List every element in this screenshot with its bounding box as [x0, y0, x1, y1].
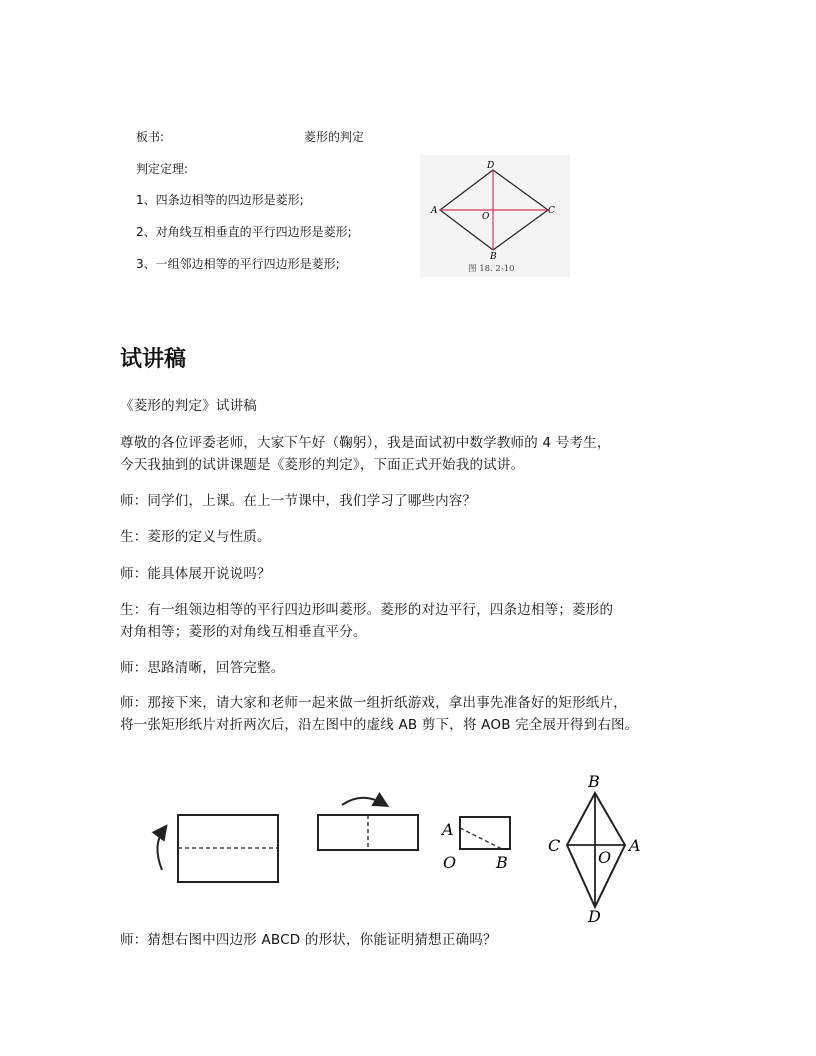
section-heading: 试讲稿 [120, 347, 187, 372]
label-d: D [588, 907, 601, 925]
label-b: B [588, 772, 600, 791]
theorem-item: 1、四条边相等的四边形是菱形; [136, 193, 304, 207]
paper-folded-twice [460, 817, 510, 849]
paragraph [120, 432, 611, 476]
label-a: A [431, 206, 438, 216]
paragraph-line: 对角相等；菱形的对角线互相垂直平分。 [120, 624, 367, 640]
label-d: D [487, 161, 495, 171]
unfolded-rhombus [567, 793, 625, 907]
paragraph: 师：思路清晰，回答完整。 [120, 660, 285, 676]
paragraph-line: 师：那接下来，请大家和老师一起来做一组折纸游戏，拿出事先准备好的矩形纸片， [120, 695, 627, 711]
fold-arrow-icon [157, 829, 164, 870]
label-a: A [629, 836, 641, 855]
rhombus-figure [420, 155, 570, 277]
paragraph: 师：能具体展开说说吗？ [120, 566, 271, 582]
doc-title: 《菱形的判定》试讲稿 [120, 398, 257, 414]
paragraph-line: 生：有一组领边相等的平行四边形叫菱形。菱形的对边平行，四条边相等；菱形的 [120, 602, 614, 618]
theorem-item: 2、对角线互相垂直的平行四边形是菱形; [136, 225, 352, 239]
paragraph-line: 将一张矩形纸片对折两次后，沿左图中的虚线 AB 剪下，将 AOB 完全展开得到右图。 [120, 717, 639, 733]
paragraph: 生：菱形的定义与性质。 [120, 529, 271, 545]
paragraph: 师：同学们，上课。在上一节课中，我们学习了哪些内容？ [120, 493, 477, 509]
label-c: C [548, 836, 561, 855]
paragraph-line: 尊敬的各位评委老师，大家下午好（鞠躬），我是面试初中数学教师的 4 号考生， [120, 435, 611, 451]
theorem-item: 3、一组邻边相等的平行四边形是菱形; [136, 257, 340, 271]
cut-line-ab [460, 828, 502, 849]
board-label: 板书: [136, 130, 165, 144]
figure-caption: 图 18. 2-10 [468, 264, 515, 274]
paragraph-line: 今天我抽到的试讲课题是《菱形的判定》，下面正式开始我的试讲。 [120, 457, 525, 473]
label-a: A [442, 820, 454, 839]
paragraph [120, 692, 638, 736]
label-c: C [548, 206, 555, 216]
board-title: 菱形的判定 [304, 130, 365, 144]
theorem-heading: 判定定理: [136, 162, 189, 176]
label-o: O [443, 853, 457, 872]
fold-arrow-icon [342, 798, 384, 805]
label-b: B [490, 252, 497, 262]
folding-figure [140, 765, 660, 925]
paragraph: 师：猜想右图中四边形 ABCD 的形状，你能证明猜想正确吗？ [120, 932, 497, 948]
label-b: B [496, 853, 508, 872]
label-o: O [482, 212, 490, 222]
label-o: O [598, 848, 612, 867]
paragraph [120, 599, 613, 643]
